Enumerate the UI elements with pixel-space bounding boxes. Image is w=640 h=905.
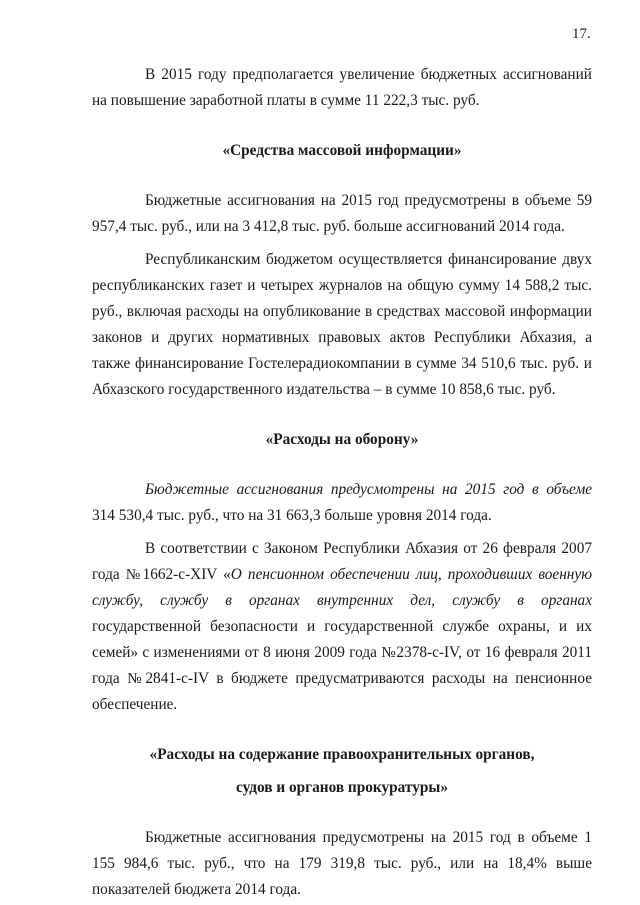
pension-law-title: О пенсионном обеспечении лиц, проходивших военную службу, службу в органах внутренних дел, службу в органах	[92, 566, 592, 609]
heading-defense: «Расходы на оборону»	[265, 431, 419, 448]
heading-law-enforcement-line1: «Расходы на содержание правоохранительных органов,	[149, 746, 535, 763]
paragraph-media-budget: Бюджетные ассигнования на 2015 год предусмотрены в объеме 59 957,4 тыс. руб., или на 3 412,8 тыс. руб. больше ассигнований 2014 года.	[92, 192, 592, 235]
defense-budget-amount: 314 530,4 тыс. руб., что на 31 663,3 больше уровня 2014 года.	[92, 507, 492, 524]
paragraph-defense-budget	[92, 477, 592, 529]
paragraph-pension-law	[92, 536, 592, 718]
document-body	[92, 62, 592, 903]
paragraph-law-enforcement-budget: Бюджетные ассигнования предусмотрены на 2015 год в объеме 1 155 984,6 тыс. руб., что на 179 319,8 тыс. руб., или на 18,4% выше показателей бюджета 2014 года.	[92, 829, 592, 898]
page-number: 17.	[572, 26, 591, 42]
heading-mass-media: «Средства массовой информации»	[222, 142, 462, 159]
paragraph-media-financing: Республиканским бюджетом осуществляется финансирование двух республиканских газет и четырех журналов на общую сумму 14 588,2 тыс. руб., включая расходы на опубликование в средствах массовой информации законов и других нормативных правовых актов Республики Абхазия, а также финансирование Гостелерадиокомпании в сумме 34 510,6 тыс. руб. и Абхазского государственного издательства – в сумме 10 858,6 тыс. руб.	[92, 251, 592, 398]
pension-law-end: государственной безопасности и государственной службе охраны, и их семей» с изменениями от 8 июня 2009 года №2378-с-IV, от 16 февраля 2011 года №2841-с-IV в бюджете предусматриваются расходы на пенсионное обеспечение.	[92, 618, 592, 713]
defense-budget-italic: Бюджетные ассигнования предусмотрены на 2015 год в объеме	[145, 481, 592, 498]
paragraph-salary: В 2015 году предполагается увеличение бюджетных ассигнований на повышение заработной платы в сумме 11 222,3 тыс. руб.	[92, 66, 592, 109]
heading-law-enforcement-line2: судов и органов прокуратуры»	[236, 779, 448, 796]
pension-law-start: В соответствии с Законом Республики Абхазия от 26 февраля 2007 года №1662-с-XIV «	[92, 540, 592, 583]
